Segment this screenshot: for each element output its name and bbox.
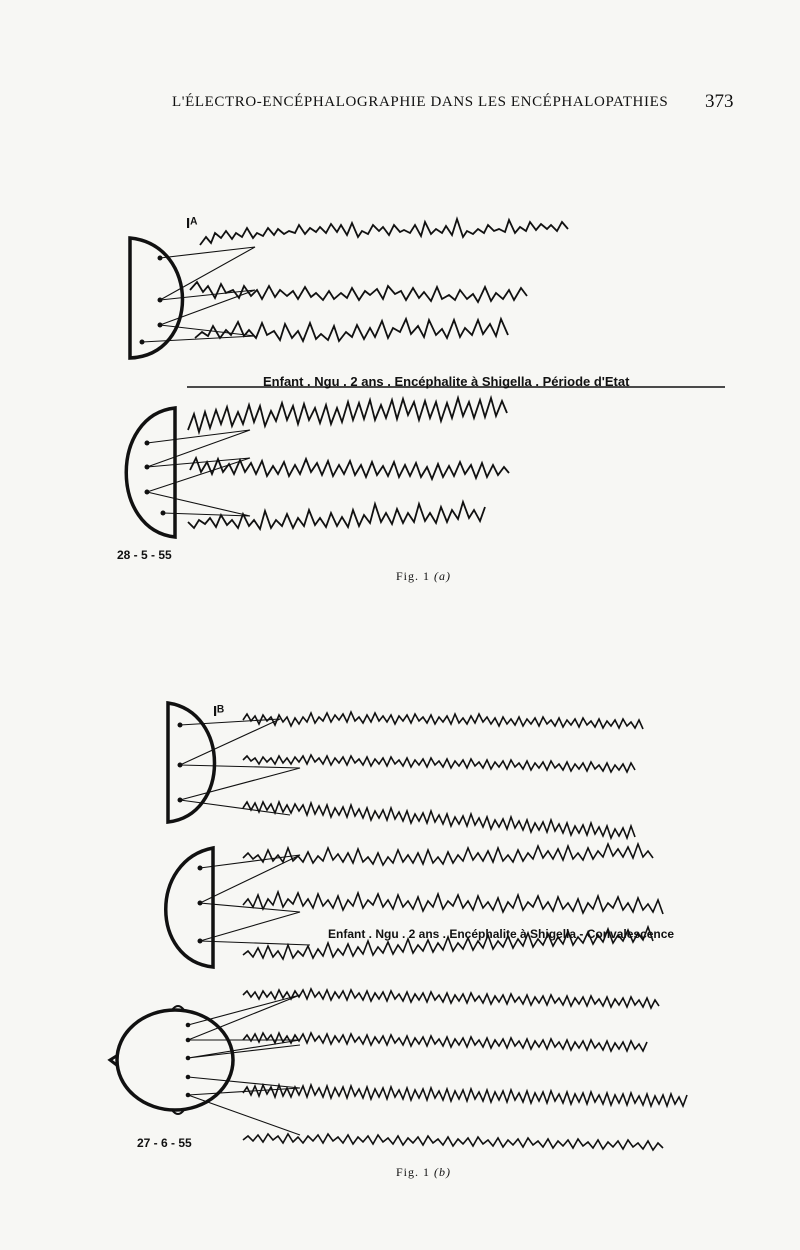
figure-a-trace-label: Iᴬ xyxy=(186,215,198,232)
figure-a-caption-sub: (a) xyxy=(434,569,452,583)
figure-b-trace-1 xyxy=(243,712,643,729)
figure-b-trace-9 xyxy=(243,1085,687,1106)
page-number: 373 xyxy=(705,91,734,112)
figure-a-caption-prefix: Fig. 1 xyxy=(396,569,431,583)
figure-a-trace-1 xyxy=(200,219,568,245)
figure-b-electrodes-1 xyxy=(178,723,183,803)
figure-b-electrodes-2 xyxy=(198,866,203,944)
running-title: L'ÉLECTRO-ENCÉPHALOGRAPHIE DANS LES ENCÉPHALOPATHIES xyxy=(172,94,669,110)
figure-a xyxy=(117,215,725,562)
figure-b xyxy=(110,703,687,1150)
figure-a-caption xyxy=(396,569,451,584)
figure-a-trace-5 xyxy=(190,458,509,479)
figure-b-trace-label: Iᴮ xyxy=(213,703,224,720)
figure-b-head-diagram-3 xyxy=(117,1010,233,1110)
figure-b-trace-7 xyxy=(243,989,659,1008)
figure-a-eeg-traces-top xyxy=(190,219,568,341)
figure-b-montage-lines-2 xyxy=(200,855,310,945)
figure-b-trace-2 xyxy=(243,755,635,772)
figure-b-montage-lines-1 xyxy=(180,719,300,815)
figure-b-trace-4 xyxy=(243,844,653,865)
figure-a-head-diagram-bottom xyxy=(126,408,175,537)
figure-b-head-diagram-2 xyxy=(166,848,213,967)
figure-b-trace-5 xyxy=(243,892,663,914)
figure-b-trace-3 xyxy=(243,802,635,838)
figure-a-montage-lines-top xyxy=(142,247,255,342)
figure-a-date: 28 - 5 - 55 xyxy=(117,548,172,562)
figure-b-caption xyxy=(396,1165,451,1180)
figure-a-trace-3 xyxy=(195,319,508,341)
figure-b-annotation: Enfant . Ngu . 2 ans . Encéphalite à Shigella - Convalescence xyxy=(328,927,675,941)
figure-b-ear xyxy=(172,1006,184,1114)
figure-b-trace-8 xyxy=(243,1033,647,1051)
figure-b-caption-sub: (b) xyxy=(434,1165,452,1179)
figure-b-electrodes-3 xyxy=(186,1023,191,1098)
figure-a-electrodes-bottom xyxy=(145,441,166,516)
figure-b-caption-prefix: Fig. 1 xyxy=(396,1165,431,1179)
figure-a-trace-4 xyxy=(188,398,507,432)
figure-a-eeg-traces-bottom xyxy=(188,398,509,529)
figure-a-electrodes-top xyxy=(140,256,163,345)
figure-b-trace-10 xyxy=(243,1134,663,1150)
figure-a-annotation: Enfant . Ngu . 2 ans . Encéphalite à Shigella . Période d'Etat xyxy=(263,374,630,389)
figure-b-date: 27 - 6 - 55 xyxy=(137,1136,192,1150)
figure-a-trace-2 xyxy=(190,282,527,302)
